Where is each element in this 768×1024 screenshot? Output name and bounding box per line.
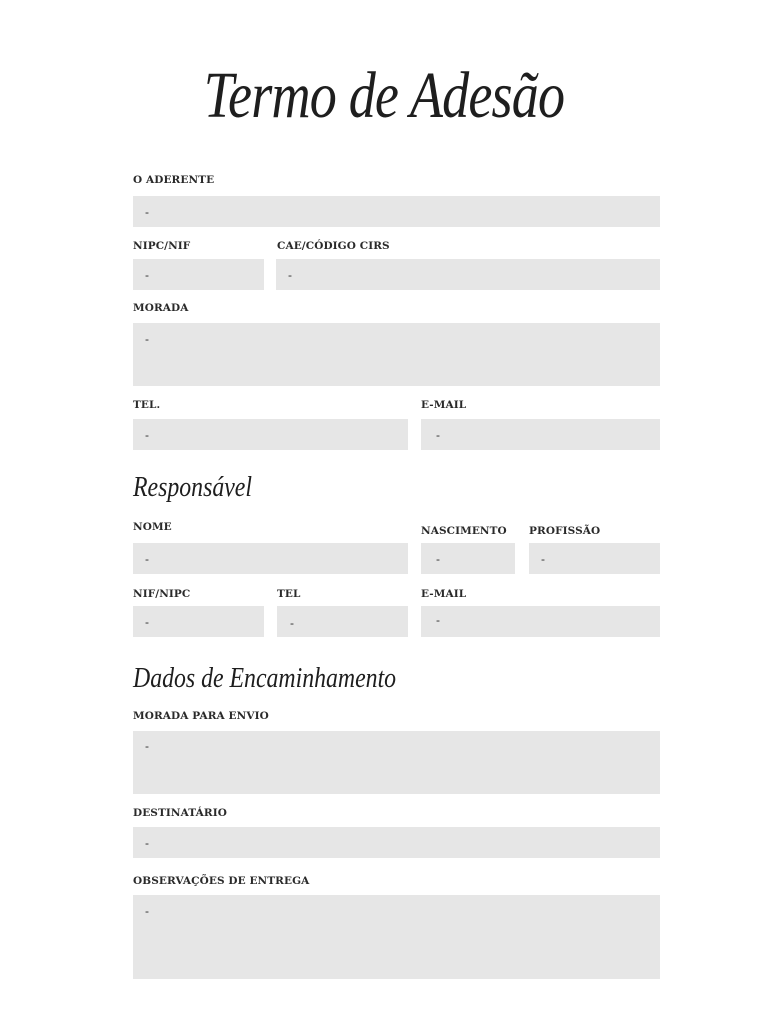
morada-envio-field[interactable] bbox=[133, 731, 660, 794]
tel-label: TEL. bbox=[133, 399, 161, 411]
cae-value: - bbox=[288, 268, 292, 282]
resp-tel-value: - bbox=[290, 616, 294, 630]
email-label: E-MAIL bbox=[421, 399, 467, 411]
nome-field[interactable] bbox=[133, 543, 408, 574]
morada-envio-label: MORADA PARA ENVIO bbox=[133, 710, 269, 722]
email-field[interactable] bbox=[421, 419, 660, 450]
nipc-nif-label: NIPC/NIF bbox=[133, 240, 191, 252]
profissao-label: PROFISSÃO bbox=[529, 525, 601, 537]
resp-tel-label: TEL bbox=[277, 588, 301, 600]
morada-value: - bbox=[145, 332, 149, 346]
destinatario-label: DESTINATÁRIO bbox=[133, 807, 227, 819]
nif-nipc-field[interactable] bbox=[133, 606, 264, 637]
resp-email-field[interactable] bbox=[421, 606, 660, 637]
nome-label: NOME bbox=[133, 521, 172, 533]
page-title: Termo de Adesão bbox=[203, 59, 565, 132]
profissao-value: - bbox=[541, 552, 545, 566]
observacoes-label: OBSERVAÇÕES DE ENTREGA bbox=[133, 875, 310, 887]
morada-label: MORADA bbox=[133, 302, 189, 314]
nascimento-label: NASCIMENTO bbox=[421, 525, 507, 537]
nome-value: - bbox=[145, 552, 149, 566]
aderente-value: - bbox=[145, 205, 149, 219]
nascimento-value: - bbox=[436, 552, 440, 566]
destinatario-value: - bbox=[145, 836, 149, 850]
destinatario-field[interactable] bbox=[133, 827, 660, 858]
resp-tel-field[interactable] bbox=[277, 606, 408, 637]
aderente-label: O ADERENTE bbox=[133, 174, 215, 186]
profissao-field[interactable] bbox=[529, 543, 660, 574]
nipc-nif-value: - bbox=[145, 268, 149, 282]
morada-field[interactable] bbox=[133, 323, 660, 386]
email-value: - bbox=[436, 428, 440, 442]
nascimento-field[interactable] bbox=[421, 543, 515, 574]
aderente-field[interactable] bbox=[133, 196, 660, 227]
tel-field[interactable] bbox=[133, 419, 408, 450]
responsavel-heading: Responsável bbox=[133, 472, 252, 503]
resp-email-label: E-MAIL bbox=[421, 588, 467, 600]
morada-envio-value: - bbox=[145, 739, 149, 753]
nipc-nif-field[interactable] bbox=[133, 259, 264, 290]
cae-field[interactable] bbox=[276, 259, 660, 290]
tel-value: - bbox=[145, 428, 149, 442]
observacoes-field[interactable] bbox=[133, 895, 660, 979]
cae-label: CAE/CÓDIGO CIRS bbox=[277, 240, 390, 252]
nif-nipc-value: - bbox=[145, 615, 149, 629]
observacoes-value: - bbox=[145, 904, 149, 918]
resp-email-value: - bbox=[436, 613, 440, 627]
encaminhamento-heading: Dados de Encaminhamento bbox=[133, 663, 397, 694]
nif-nipc-label: NIF/NIPC bbox=[133, 588, 191, 600]
